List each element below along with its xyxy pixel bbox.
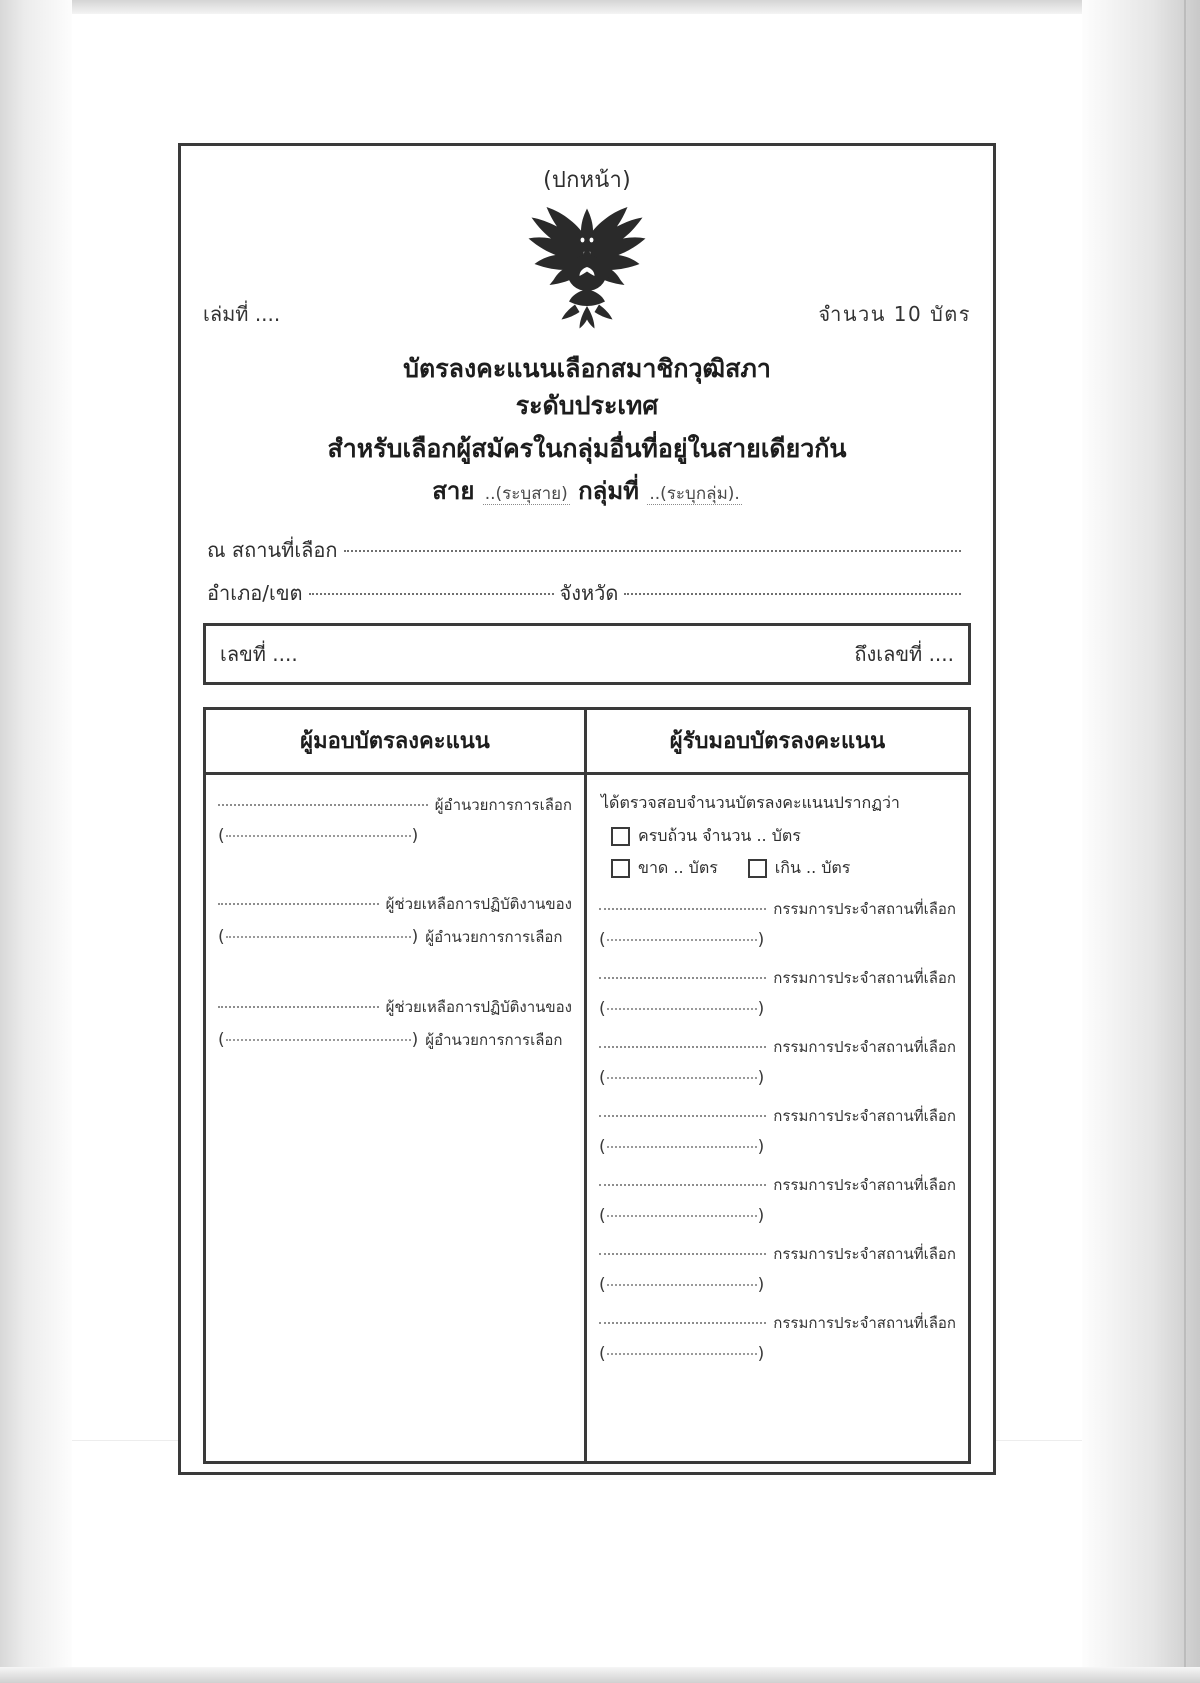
printed-name-input-line[interactable] — [607, 1077, 757, 1079]
location-fields — [203, 534, 971, 609]
scan-edge-top — [0, 0, 1200, 14]
checkbox-row-complete — [611, 824, 956, 849]
name-paren-group — [599, 1206, 764, 1226]
checkbox-row-shortage-excess — [611, 856, 956, 881]
signature-name-row — [599, 1137, 956, 1157]
paren-open: ( — [599, 1205, 606, 1226]
signature-input-line[interactable] — [218, 804, 428, 806]
checkbox-icon[interactable] — [611, 859, 630, 878]
printed-name-input-line[interactable] — [607, 1146, 757, 1148]
name-paren-group — [599, 1137, 764, 1157]
verification-statement: ได้ตรวจสอบจำนวนบัตรลงคะแนนปรากฏว่า — [601, 792, 900, 812]
province-input-line[interactable] — [624, 593, 961, 595]
title-line-4 — [203, 471, 971, 510]
title-line-2: ระดับประเทศ — [515, 391, 659, 421]
title-block — [203, 351, 971, 510]
signature-line-row — [599, 1035, 956, 1059]
paren-close: ) — [411, 825, 419, 846]
paren-open: ( — [218, 825, 225, 846]
paren-close: ) — [757, 998, 765, 1019]
handover-column-body — [206, 775, 584, 1461]
printed-name-input-line[interactable] — [226, 1039, 411, 1041]
signature-input-line[interactable] — [599, 908, 766, 910]
handover-column-header: ผู้มอบบัตรลงคะแนน — [206, 710, 584, 775]
checkbox-label-excess: เกิน .. บัตร — [774, 857, 851, 877]
printed-name-input-line[interactable] — [226, 936, 411, 938]
printed-name-input-line[interactable] — [226, 835, 411, 837]
garuda-emblem — [512, 195, 662, 345]
signature-line-row — [599, 1104, 956, 1128]
committee-role-label: กรรมการประจำสถานที่เลือก — [773, 1037, 956, 1056]
signature-name-row — [218, 826, 572, 846]
checkbox-icon[interactable] — [611, 827, 630, 846]
ballot-number-range-box — [203, 623, 971, 685]
name-paren-group — [218, 1030, 418, 1050]
signature-input-line[interactable] — [218, 1006, 379, 1008]
paren-open: ( — [599, 929, 606, 950]
receiver-column-header: ผู้รับมอบบัตรลงคะแนน — [587, 710, 968, 775]
handover-signature-block — [218, 892, 572, 949]
committee-signature-block — [599, 1173, 956, 1226]
name-paren-group — [599, 999, 764, 1019]
place-label: ณ สถานที่เลือก — [207, 537, 338, 562]
handover-signature-block — [218, 995, 572, 1052]
signature-name-row — [599, 930, 956, 950]
signature-line-row — [218, 892, 572, 916]
paren-open: ( — [599, 1136, 606, 1157]
committee-role-label: กรรมการประจำสถานที่เลือก — [773, 968, 956, 987]
signature-line-row — [599, 1242, 956, 1266]
paren-open: ( — [218, 1029, 225, 1050]
paren-close: ) — [411, 926, 419, 947]
printed-name-input-line[interactable] — [607, 1353, 757, 1355]
checkbox-label-complete: ครบถ้วน จำนวน .. บัตร — [638, 825, 801, 845]
signature-name-row — [599, 1068, 956, 1088]
committee-role-label: กรรมการประจำสถานที่เลือก — [773, 1313, 956, 1332]
signature-input-line[interactable] — [599, 1046, 766, 1048]
signature-line-row — [599, 897, 956, 921]
ballot-form-frame — [178, 143, 996, 1475]
province-label: จังหวัด — [559, 580, 619, 605]
signature-name-row — [599, 1206, 956, 1226]
paren-open: ( — [218, 926, 225, 947]
paren-close: ) — [757, 1067, 765, 1088]
paren-close: ) — [757, 1343, 765, 1364]
name-paren-group — [218, 927, 418, 947]
signature-name-row — [218, 1028, 572, 1052]
title-line-1: บัตรลงคะแนนเลือกสมาชิกวุฒิสภา — [403, 354, 771, 383]
name-paren-group — [218, 826, 418, 846]
paren-close: ) — [757, 1205, 765, 1226]
committee-signature-block — [599, 1311, 956, 1364]
place-input-line[interactable] — [344, 550, 961, 552]
committee-signature-block — [599, 1242, 956, 1295]
printed-name-input-line[interactable] — [607, 1008, 757, 1010]
receiver-column — [587, 710, 968, 1461]
paren-open: ( — [599, 998, 606, 1019]
signature-role-label: ผู้ช่วยเหลือการปฏิบัติงานของ — [385, 894, 572, 913]
printed-name-input-line[interactable] — [607, 1284, 757, 1286]
paren-close: ) — [411, 1029, 419, 1050]
paren-open: ( — [599, 1274, 606, 1295]
number-to-label[interactable]: ถึงเลขที่ .... — [854, 641, 954, 666]
signature-name-row — [218, 925, 572, 949]
group-label: กลุ่มที่ — [578, 476, 639, 505]
committee-role-label: กรรมการประจำสถานที่เลือก — [773, 1244, 956, 1263]
group-fill-field[interactable]: ..(ระบุกลุ่ม). — [649, 483, 740, 504]
handover-column — [206, 710, 587, 1461]
signature-table — [203, 707, 971, 1464]
amphoe-label: อำเภอ/เขต — [207, 580, 303, 605]
signature-role-label: ผู้ช่วยเหลือการปฏิบัติงานของ — [385, 997, 572, 1016]
signature-input-line[interactable] — [599, 977, 766, 979]
committee-signature-list — [599, 897, 956, 1364]
paren-close: ) — [757, 1274, 765, 1295]
ballot-form-inner — [181, 162, 993, 1488]
committee-role-label: กรรมการประจำสถานที่เลือก — [773, 899, 956, 918]
paren-open: ( — [599, 1067, 606, 1088]
scan-edge-left — [0, 0, 72, 1683]
paren-close: ) — [757, 929, 765, 950]
signature-line-row — [218, 793, 572, 817]
amphoe-province-row — [207, 577, 967, 609]
number-from-label[interactable]: เลขที่ .... — [220, 641, 298, 666]
committee-signature-block — [599, 1035, 956, 1088]
signature-role-label: ผู้อำนวยการการเลือก — [434, 795, 572, 814]
printed-name-input-line[interactable] — [607, 1215, 757, 1217]
amphoe-input-line[interactable] — [309, 593, 554, 595]
scan-edge-bottom — [0, 1667, 1200, 1683]
signature-name-row — [599, 1275, 956, 1295]
printed-name-input-line[interactable] — [607, 939, 757, 941]
signature-role-label-2: ผู้อำนวยการการเลือก — [425, 1030, 563, 1049]
name-paren-group — [599, 1068, 764, 1088]
signature-role-label-2: ผู้อำนวยการการเลือก — [425, 927, 563, 946]
title-line-3: สำหรับเลือกผู้สมัครในกลุ่มอื่นที่อยู่ในสายเดียวกัน — [327, 434, 847, 463]
name-paren-group — [599, 930, 764, 950]
checkbox-label-shortage: ขาด .. บัตร — [638, 857, 718, 877]
signature-input-line[interactable] — [599, 1184, 766, 1186]
committee-signature-block — [599, 897, 956, 950]
signature-input-line[interactable] — [599, 1253, 766, 1255]
committee-signature-block — [599, 1104, 956, 1157]
signature-name-row — [599, 1344, 956, 1364]
receiver-column-body — [587, 775, 968, 1461]
cover-label: (ปกหน้า) — [543, 168, 631, 193]
signature-input-line[interactable] — [599, 1322, 766, 1324]
booklet-number-label[interactable]: เล่มที่ .... — [203, 302, 281, 326]
scan-edge-right — [1082, 0, 1200, 1683]
checkbox-icon[interactable] — [748, 859, 767, 878]
sai-label: สาย — [432, 476, 475, 505]
sai-fill-field[interactable]: ..(ระบุสาย) — [484, 483, 568, 504]
committee-role-label: กรรมการประจำสถานที่เลือก — [773, 1175, 956, 1194]
committee-role-label: กรรมการประจำสถานที่เลือก — [773, 1106, 956, 1125]
signature-line-row — [599, 1311, 956, 1335]
handover-signature-block — [218, 793, 572, 846]
name-paren-group — [599, 1275, 764, 1295]
signature-input-line[interactable] — [218, 903, 379, 905]
signature-input-line[interactable] — [599, 1115, 766, 1117]
ballot-count-label: จำนวน 10 บัตร — [818, 302, 971, 326]
paren-close: ) — [757, 1136, 765, 1157]
signature-line-row — [599, 966, 956, 990]
name-paren-group — [599, 1344, 764, 1364]
signature-line-row — [599, 1173, 956, 1197]
place-row — [207, 534, 967, 566]
paren-open: ( — [599, 1343, 606, 1364]
committee-signature-block — [599, 966, 956, 1019]
signature-name-row — [599, 999, 956, 1019]
signature-line-row — [218, 995, 572, 1019]
